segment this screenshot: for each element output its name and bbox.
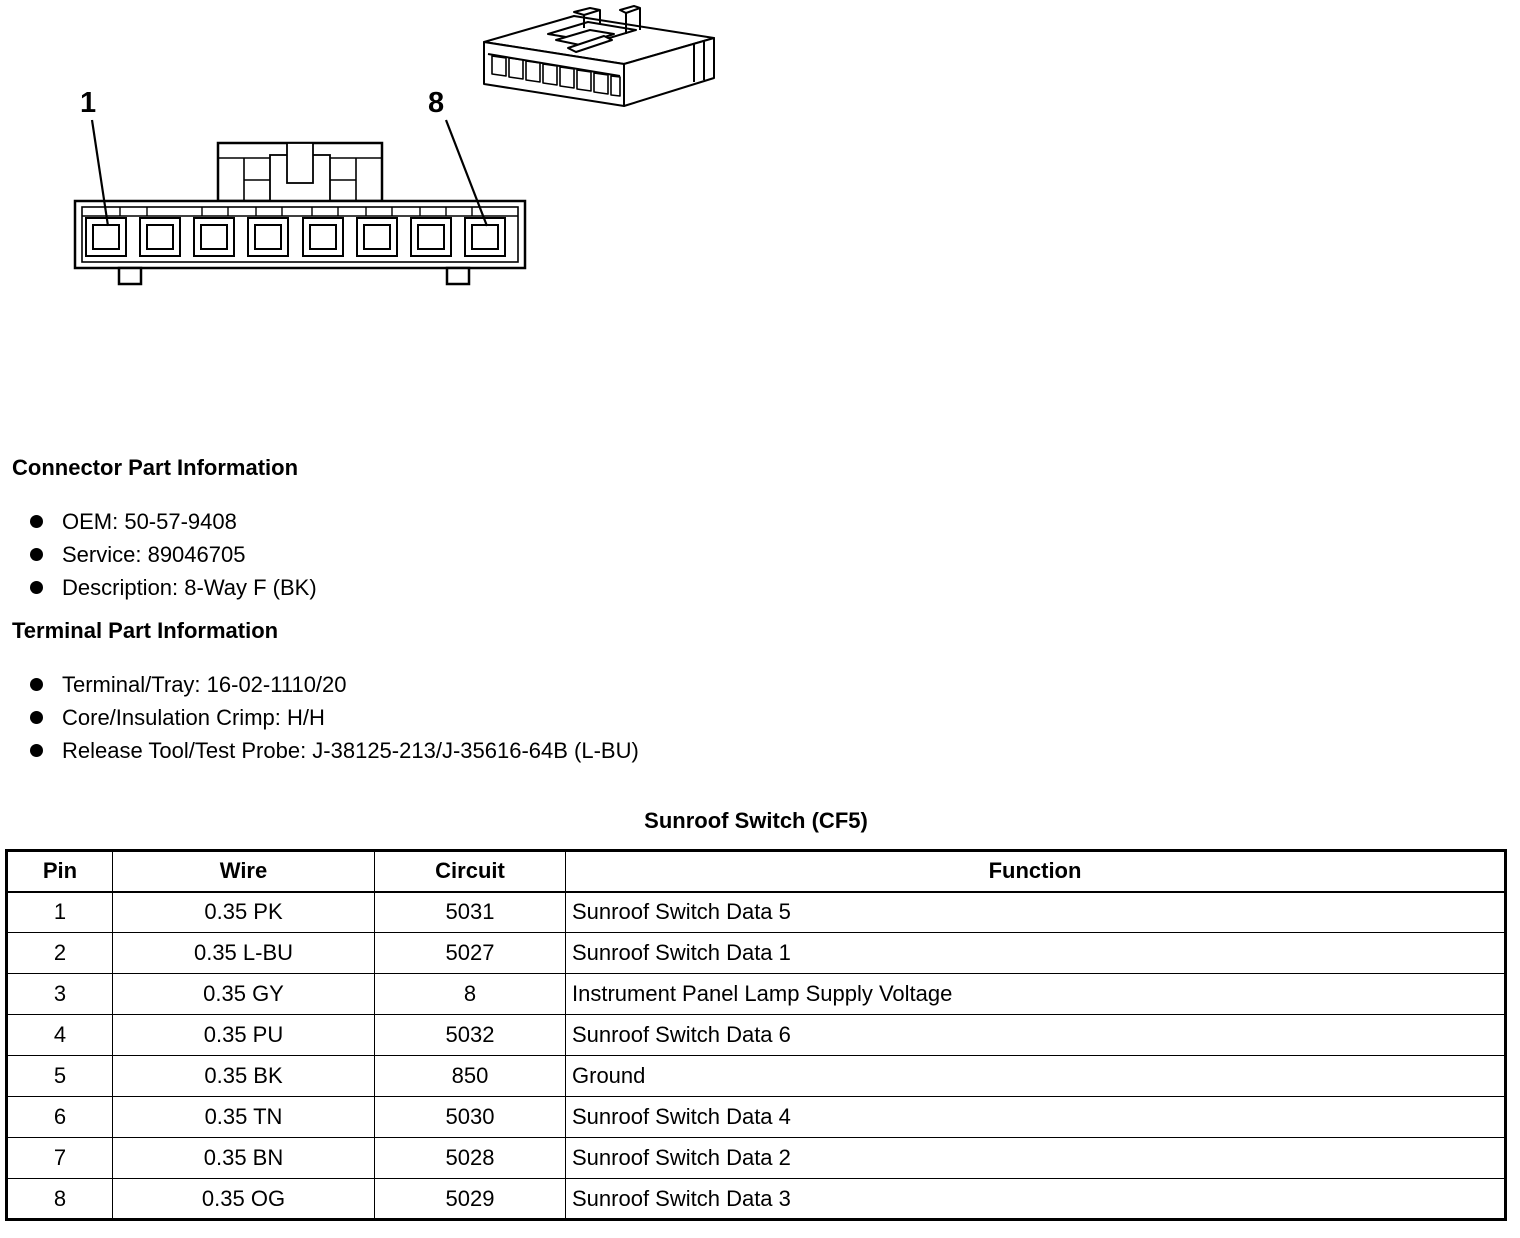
cell-function: Sunroof Switch Data 2 bbox=[566, 1138, 1506, 1179]
cell-function: Sunroof Switch Data 1 bbox=[566, 933, 1506, 974]
cell-wire: 0.35 PK bbox=[113, 892, 375, 933]
table-title: Sunroof Switch (CF5) bbox=[644, 808, 868, 833]
table-header-row bbox=[7, 851, 1506, 892]
list-item bbox=[0, 706, 639, 739]
list-item bbox=[0, 673, 639, 706]
list-item bbox=[0, 510, 317, 543]
cell-pin: 7 bbox=[7, 1138, 113, 1179]
connector-description: Description: 8-Way F (BK) bbox=[62, 575, 317, 600]
cell-pin: 6 bbox=[7, 1097, 113, 1138]
terminal-crimp: Core/Insulation Crimp: H/H bbox=[62, 705, 325, 730]
table-row bbox=[7, 1056, 1506, 1097]
pin-label-first: 1 bbox=[80, 87, 97, 119]
cell-circuit: 850 bbox=[375, 1056, 566, 1097]
cell-pin: 3 bbox=[7, 974, 113, 1015]
table-row bbox=[7, 1015, 1506, 1056]
cell-pin: 5 bbox=[7, 1056, 113, 1097]
list-item bbox=[0, 543, 317, 576]
cell-pin: 4 bbox=[7, 1015, 113, 1056]
list-item bbox=[0, 576, 317, 609]
header-circuit: Circuit bbox=[375, 851, 566, 892]
connector-diagram bbox=[0, 0, 740, 300]
terminal-part-info-heading: Terminal Part Information bbox=[12, 618, 279, 643]
bullet-icon bbox=[30, 678, 43, 691]
table-row bbox=[7, 1097, 1506, 1138]
table-row bbox=[7, 1179, 1506, 1220]
cell-function: Ground bbox=[566, 1056, 1506, 1097]
header-wire: Wire bbox=[113, 851, 375, 892]
table-row bbox=[7, 892, 1506, 933]
bullet-icon bbox=[30, 548, 43, 561]
cell-circuit: 5030 bbox=[375, 1097, 566, 1138]
table-row bbox=[7, 933, 1506, 974]
bullet-icon bbox=[30, 581, 43, 594]
connector-service: Service: 89046705 bbox=[62, 542, 246, 567]
terminal-release-tool: Release Tool/Test Probe: J-38125-213/J-35616-64B (L-BU) bbox=[62, 738, 639, 763]
cell-wire: 0.35 BN bbox=[113, 1138, 375, 1179]
cell-wire: 0.35 PU bbox=[113, 1015, 375, 1056]
cell-function: Sunroof Switch Data 5 bbox=[566, 892, 1506, 933]
terminal-info-list bbox=[0, 673, 639, 772]
cell-circuit: 8 bbox=[375, 974, 566, 1015]
connector-info-list bbox=[0, 510, 317, 609]
bullet-icon bbox=[30, 515, 43, 528]
pinout-table bbox=[5, 849, 1507, 1221]
cell-circuit: 5027 bbox=[375, 933, 566, 974]
connector-isometric-view bbox=[484, 6, 714, 106]
table-row bbox=[7, 1138, 1506, 1179]
cell-pin: 1 bbox=[7, 892, 113, 933]
cell-pin: 2 bbox=[7, 933, 113, 974]
cell-wire: 0.35 TN bbox=[113, 1097, 375, 1138]
cell-function: Sunroof Switch Data 4 bbox=[566, 1097, 1506, 1138]
cell-function: Sunroof Switch Data 3 bbox=[566, 1179, 1506, 1220]
pin-label-last: 8 bbox=[428, 87, 445, 119]
cell-function: Instrument Panel Lamp Supply Voltage bbox=[566, 974, 1506, 1015]
list-item bbox=[0, 739, 639, 772]
connector-face-view bbox=[75, 143, 525, 284]
cell-circuit: 5029 bbox=[375, 1179, 566, 1220]
terminal-tray: Terminal/Tray: 16-02-1110/20 bbox=[62, 672, 347, 697]
cell-pin: 8 bbox=[7, 1179, 113, 1220]
cell-circuit: 5028 bbox=[375, 1138, 566, 1179]
cell-wire: 0.35 OG bbox=[113, 1179, 375, 1220]
header-function: Function bbox=[566, 851, 1506, 892]
header-pin: Pin bbox=[7, 851, 113, 892]
bullet-icon bbox=[30, 711, 43, 724]
cell-function: Sunroof Switch Data 6 bbox=[566, 1015, 1506, 1056]
bullet-icon bbox=[30, 744, 43, 757]
cell-wire: 0.35 GY bbox=[113, 974, 375, 1015]
cell-wire: 0.35 BK bbox=[113, 1056, 375, 1097]
cell-circuit: 5032 bbox=[375, 1015, 566, 1056]
connector-oem: OEM: 50-57-9408 bbox=[62, 509, 237, 534]
table-row bbox=[7, 974, 1506, 1015]
cell-circuit: 5031 bbox=[375, 892, 566, 933]
connector-part-info-heading: Connector Part Information bbox=[12, 455, 299, 480]
cell-wire: 0.35 L-BU bbox=[113, 933, 375, 974]
